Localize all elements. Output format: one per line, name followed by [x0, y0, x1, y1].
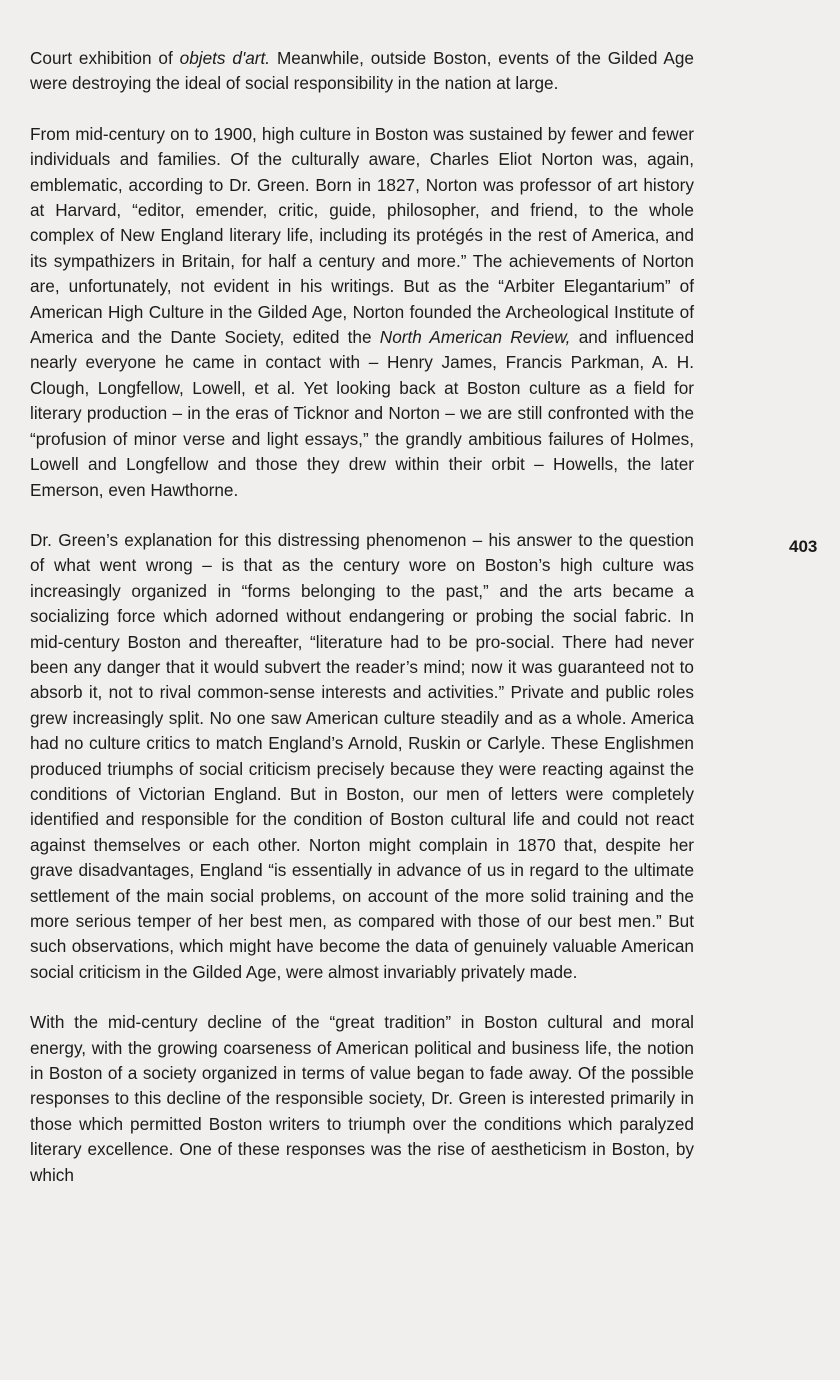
paragraph-text: Dr. Green’s explanation for this distressing phenomenon – his answer to the question of what went wrong – is that as the century wore on Boston’s high culture was increasingly organized in “forms belonging to the past,” and the arts became a socializing force which adorned without endangering or probing the social fabric. In mid-century Boston and thereafter, “literature had to be pro-social. There had never been any danger that it would subvert the reader’s mind; now it was guaranteed not to absorb it, not to rival common-sense interests and activities.” Private and public roles grew increasingly split. No one saw American culture steadily and as a whole. America had no culture critics to match England’s Arnold, Ruskin or Carlyle. These Englishmen produced triumphs of social criticism precisely because they were reacting against the conditions of Victorian England. But in Boston, our men of letters were completely identified and responsible for the condition of Boston cultural life and could not react against themselves or each other. Norton might complain in 1870 that, despite her grave disadvantages, England “is essentially in advance of us in regard to the ultimate settlement of the main social problems, on account of the more solid training and the more serious temper of her best men, as compared with those of our best men.” But such observations, which might have become the data of genuinely valuable American social criticism in the Gilded Age, were almost invariably privately made. — [30, 529, 694, 982]
paragraph-4 — [30, 1010, 694, 1188]
paragraph-1 — [30, 46, 694, 97]
paragraph-text: Court exhibition of — [30, 48, 180, 68]
italic-term: objets d'art. — [179, 48, 271, 68]
italic-title: North American Review, — [379, 327, 571, 348]
page-number: 403 — [789, 537, 818, 556]
paragraph-2 — [30, 122, 694, 503]
body-text — [30, 46, 694, 1188]
paragraph-text: From mid-century on to 1900, high culture in Boston was sustained by fewer and fewer individuals and families. Of the culturally aware, Charles Eliot Norton was, again, emblematic, according to Dr. Green. Born in 1827, Norton was professor of art history at Harvard, “editor, emender, critic, guide, philosopher, and friend, to the whole complex of New England literary life, including its protégés in the rest of America, and its sympathizers in Britain, for half a century and more.” The achievements of Norton are, unfortunately, not evident in his writings. But as the “Arbiter Elegantarium” of American High Culture in the Gilded Age, Norton founded the Archeological Institute of America and the Dante Society, edited the — [30, 123, 694, 348]
paragraph-3 — [30, 528, 694, 985]
paragraph-text: With the mid-century decline of the “great tradition” in Boston cultural and moral energy, with the growing coarseness of American political and business life, the notion in Boston of a society organized in terms of value began to fade away. Of the possible responses to this decline of the responsible society, Dr. Green is interested primarily in those which permitted Boston writers to triumph over the conditions which paralyzed literary excellence. One of these responses was the rise of aestheticism in Boston, by which — [30, 1012, 694, 1185]
paragraph-text: Meanwhile, outside Boston, events of the Gilded Age were destroying the ideal of social responsibility in the nation at large. — [30, 48, 694, 94]
paragraph-text: and influenced nearly everyone he came in contact with – Henry James, Francis Parkman, A. H. Clough, Longfellow, Lowell, et al. Yet looking back at Boston culture as a field for literary production – in the eras of Ticknor and Norton – we are still confronted with the “profusion of minor verse and light essays,” the grandly ambitious failures of Holmes, Lowell and Longfellow and those they drew within their orbit – Howells, the later Emerson, even Hawthorne. — [30, 327, 695, 500]
